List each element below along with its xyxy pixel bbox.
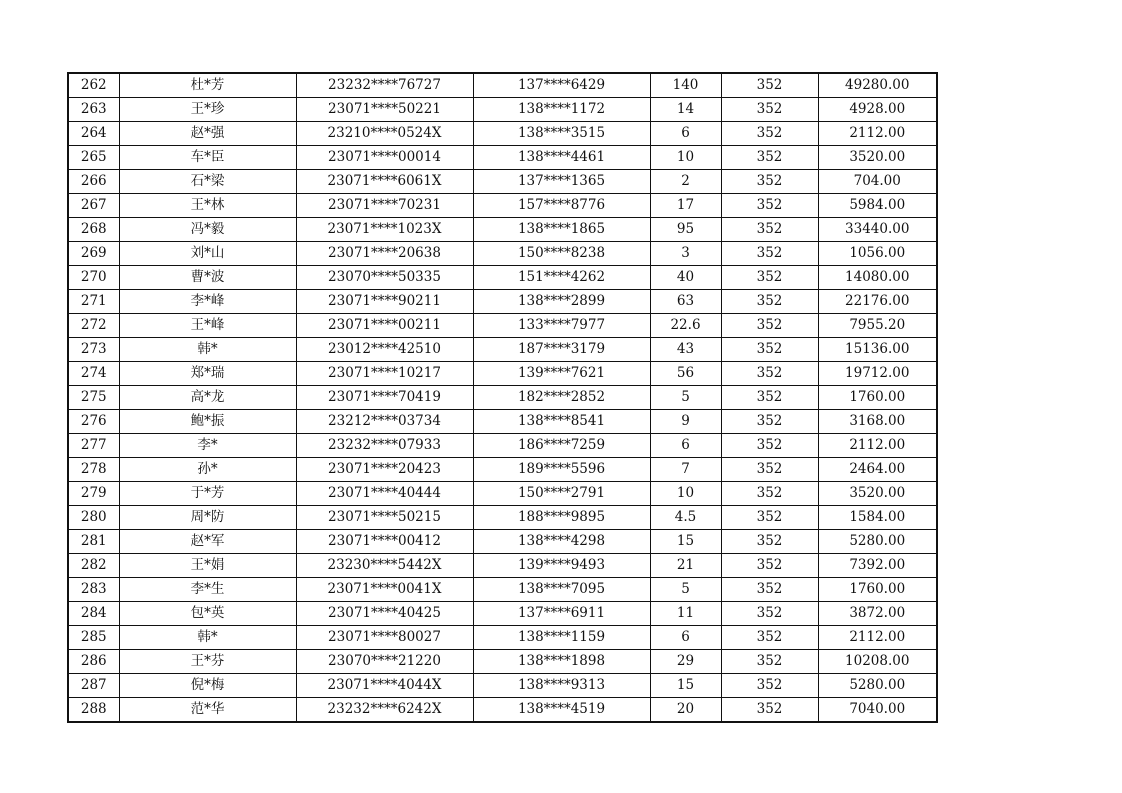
unit-price-cell: 352: [721, 650, 818, 674]
table-row: [68, 218, 937, 242]
id-number-cell: 23232****76727: [296, 73, 473, 98]
name-cell: 王*林: [119, 194, 296, 218]
quantity-cell: 20: [650, 698, 721, 723]
amount-cell: 1056.00: [818, 242, 937, 266]
name-cell: 高*龙: [119, 386, 296, 410]
name-cell: 石*梁: [119, 170, 296, 194]
unit-price-cell: 352: [721, 506, 818, 530]
row-number-cell: 263: [68, 98, 119, 122]
table-row: [68, 698, 937, 723]
quantity-cell: 95: [650, 218, 721, 242]
amount-cell: 1760.00: [818, 386, 937, 410]
unit-price-cell: 352: [721, 146, 818, 170]
table-row: [68, 290, 937, 314]
quantity-cell: 5: [650, 578, 721, 602]
amount-cell: 49280.00: [818, 73, 937, 98]
phone-cell: 138****1172: [473, 98, 650, 122]
row-number-cell: 266: [68, 170, 119, 194]
row-number-cell: 285: [68, 626, 119, 650]
name-cell: 鲍*振: [119, 410, 296, 434]
amount-cell: 2464.00: [818, 458, 937, 482]
name-cell: 冯*毅: [119, 218, 296, 242]
amount-cell: 7955.20: [818, 314, 937, 338]
quantity-cell: 10: [650, 482, 721, 506]
row-number-cell: 281: [68, 530, 119, 554]
unit-price-cell: 352: [721, 218, 818, 242]
row-number-cell: 286: [68, 650, 119, 674]
table-row: [68, 434, 937, 458]
name-cell: 杜*芳: [119, 73, 296, 98]
table-row: [68, 530, 937, 554]
amount-cell: 4928.00: [818, 98, 937, 122]
row-number-cell: 274: [68, 362, 119, 386]
row-number-cell: 272: [68, 314, 119, 338]
phone-cell: 138****4461: [473, 146, 650, 170]
phone-cell: 138****2899: [473, 290, 650, 314]
row-number-cell: 282: [68, 554, 119, 578]
id-number-cell: 23071****00014: [296, 146, 473, 170]
table-body: [68, 73, 937, 722]
phone-cell: 138****7095: [473, 578, 650, 602]
table-row: [68, 674, 937, 698]
unit-price-cell: 352: [721, 122, 818, 146]
quantity-cell: 6: [650, 434, 721, 458]
table-row: [68, 146, 937, 170]
id-number-cell: 23210****0524X: [296, 122, 473, 146]
row-number-cell: 276: [68, 410, 119, 434]
phone-cell: 138****8541: [473, 410, 650, 434]
unit-price-cell: 352: [721, 578, 818, 602]
id-number-cell: 23232****07933: [296, 434, 473, 458]
name-cell: 刘*山: [119, 242, 296, 266]
name-cell: 王*芬: [119, 650, 296, 674]
id-number-cell: 23071****70419: [296, 386, 473, 410]
phone-cell: 187****3179: [473, 338, 650, 362]
quantity-cell: 7: [650, 458, 721, 482]
name-cell: 韩*: [119, 338, 296, 362]
table-row: [68, 266, 937, 290]
phone-cell: 151****4262: [473, 266, 650, 290]
table-row: [68, 194, 937, 218]
id-number-cell: 23071****6061X: [296, 170, 473, 194]
amount-cell: 704.00: [818, 170, 937, 194]
name-cell: 王*娟: [119, 554, 296, 578]
quantity-cell: 140: [650, 73, 721, 98]
id-number-cell: 23071****90211: [296, 290, 473, 314]
quantity-cell: 56: [650, 362, 721, 386]
name-cell: 韩*: [119, 626, 296, 650]
table-row: [68, 338, 937, 362]
quantity-cell: 14: [650, 98, 721, 122]
table-row: [68, 650, 937, 674]
id-number-cell: 23071****50221: [296, 98, 473, 122]
row-number-cell: 265: [68, 146, 119, 170]
amount-cell: 3520.00: [818, 482, 937, 506]
phone-cell: 150****2791: [473, 482, 650, 506]
data-table: [67, 72, 938, 723]
id-number-cell: 23070****50335: [296, 266, 473, 290]
amount-cell: 10208.00: [818, 650, 937, 674]
id-number-cell: 23071****40425: [296, 602, 473, 626]
unit-price-cell: 352: [721, 314, 818, 338]
table-row: [68, 73, 937, 98]
unit-price-cell: 352: [721, 674, 818, 698]
quantity-cell: 43: [650, 338, 721, 362]
quantity-cell: 21: [650, 554, 721, 578]
name-cell: 孙*: [119, 458, 296, 482]
id-number-cell: 23071****40444: [296, 482, 473, 506]
name-cell: 曹*波: [119, 266, 296, 290]
phone-cell: 133****7977: [473, 314, 650, 338]
row-number-cell: 283: [68, 578, 119, 602]
quantity-cell: 63: [650, 290, 721, 314]
quantity-cell: 10: [650, 146, 721, 170]
table-row: [68, 170, 937, 194]
row-number-cell: 284: [68, 602, 119, 626]
unit-price-cell: 352: [721, 194, 818, 218]
phone-cell: 138****1159: [473, 626, 650, 650]
phone-cell: 137****1365: [473, 170, 650, 194]
phone-cell: 186****7259: [473, 434, 650, 458]
unit-price-cell: 352: [721, 410, 818, 434]
row-number-cell: 287: [68, 674, 119, 698]
amount-cell: 5280.00: [818, 674, 937, 698]
table-row: [68, 410, 937, 434]
id-number-cell: 23212****03734: [296, 410, 473, 434]
unit-price-cell: 352: [721, 386, 818, 410]
phone-cell: 182****2852: [473, 386, 650, 410]
name-cell: 李*生: [119, 578, 296, 602]
id-number-cell: 23070****21220: [296, 650, 473, 674]
phone-cell: 138****4519: [473, 698, 650, 723]
unit-price-cell: 352: [721, 626, 818, 650]
row-number-cell: 268: [68, 218, 119, 242]
amount-cell: 1584.00: [818, 506, 937, 530]
unit-price-cell: 352: [721, 698, 818, 723]
row-number-cell: 279: [68, 482, 119, 506]
amount-cell: 2112.00: [818, 122, 937, 146]
row-number-cell: 275: [68, 386, 119, 410]
quantity-cell: 29: [650, 650, 721, 674]
table-row: [68, 458, 937, 482]
phone-cell: 138****9313: [473, 674, 650, 698]
phone-cell: 150****8238: [473, 242, 650, 266]
unit-price-cell: 352: [721, 530, 818, 554]
table-row: [68, 506, 937, 530]
name-cell: 赵*强: [119, 122, 296, 146]
row-number-cell: 278: [68, 458, 119, 482]
phone-cell: 138****3515: [473, 122, 650, 146]
unit-price-cell: 352: [721, 434, 818, 458]
name-cell: 于*芳: [119, 482, 296, 506]
quantity-cell: 4.5: [650, 506, 721, 530]
row-number-cell: 264: [68, 122, 119, 146]
name-cell: 王*珍: [119, 98, 296, 122]
amount-cell: 2112.00: [818, 434, 937, 458]
unit-price-cell: 352: [721, 554, 818, 578]
unit-price-cell: 352: [721, 362, 818, 386]
quantity-cell: 17: [650, 194, 721, 218]
id-number-cell: 23071****00211: [296, 314, 473, 338]
unit-price-cell: 352: [721, 98, 818, 122]
amount-cell: 1760.00: [818, 578, 937, 602]
id-number-cell: 23230****5442X: [296, 554, 473, 578]
row-number-cell: 270: [68, 266, 119, 290]
name-cell: 李*: [119, 434, 296, 458]
unit-price-cell: 352: [721, 170, 818, 194]
row-number-cell: 269: [68, 242, 119, 266]
quantity-cell: 22.6: [650, 314, 721, 338]
name-cell: 李*峰: [119, 290, 296, 314]
row-number-cell: 288: [68, 698, 119, 723]
id-number-cell: 23071****0041X: [296, 578, 473, 602]
phone-cell: 139****7621: [473, 362, 650, 386]
amount-cell: 3872.00: [818, 602, 937, 626]
name-cell: 赵*军: [119, 530, 296, 554]
table-row: [68, 98, 937, 122]
quantity-cell: 6: [650, 122, 721, 146]
amount-cell: 15136.00: [818, 338, 937, 362]
id-number-cell: 23071****80027: [296, 626, 473, 650]
unit-price-cell: 352: [721, 242, 818, 266]
quantity-cell: 9: [650, 410, 721, 434]
id-number-cell: 23071****00412: [296, 530, 473, 554]
name-cell: 车*臣: [119, 146, 296, 170]
phone-cell: 189****5596: [473, 458, 650, 482]
row-number-cell: 271: [68, 290, 119, 314]
unit-price-cell: 352: [721, 458, 818, 482]
unit-price-cell: 352: [721, 482, 818, 506]
id-number-cell: 23071****20423: [296, 458, 473, 482]
table-row: [68, 602, 937, 626]
row-number-cell: 277: [68, 434, 119, 458]
quantity-cell: 5: [650, 386, 721, 410]
table-row: [68, 362, 937, 386]
table-row: [68, 122, 937, 146]
phone-cell: 138****4298: [473, 530, 650, 554]
quantity-cell: 40: [650, 266, 721, 290]
unit-price-cell: 352: [721, 602, 818, 626]
id-number-cell: 23071****10217: [296, 362, 473, 386]
id-number-cell: 23071****1023X: [296, 218, 473, 242]
amount-cell: 14080.00: [818, 266, 937, 290]
table-row: [68, 242, 937, 266]
row-number-cell: 280: [68, 506, 119, 530]
row-number-cell: 273: [68, 338, 119, 362]
name-cell: 郑*瑞: [119, 362, 296, 386]
id-number-cell: 23232****6242X: [296, 698, 473, 723]
table-row: [68, 386, 937, 410]
amount-cell: 2112.00: [818, 626, 937, 650]
table-row: [68, 626, 937, 650]
phone-cell: 138****1865: [473, 218, 650, 242]
name-cell: 包*英: [119, 602, 296, 626]
quantity-cell: 11: [650, 602, 721, 626]
name-cell: 范*华: [119, 698, 296, 723]
amount-cell: 3168.00: [818, 410, 937, 434]
phone-cell: 139****9493: [473, 554, 650, 578]
unit-price-cell: 352: [721, 266, 818, 290]
table-row: [68, 578, 937, 602]
id-number-cell: 23071****70231: [296, 194, 473, 218]
amount-cell: 7392.00: [818, 554, 937, 578]
amount-cell: 22176.00: [818, 290, 937, 314]
quantity-cell: 15: [650, 530, 721, 554]
id-number-cell: 23071****50215: [296, 506, 473, 530]
phone-cell: 137****6429: [473, 73, 650, 98]
amount-cell: 19712.00: [818, 362, 937, 386]
name-cell: 王*峰: [119, 314, 296, 338]
id-number-cell: 23071****20638: [296, 242, 473, 266]
unit-price-cell: 352: [721, 338, 818, 362]
quantity-cell: 2: [650, 170, 721, 194]
quantity-cell: 15: [650, 674, 721, 698]
quantity-cell: 6: [650, 626, 721, 650]
phone-cell: 157****8776: [473, 194, 650, 218]
quantity-cell: 3: [650, 242, 721, 266]
amount-cell: 3520.00: [818, 146, 937, 170]
amount-cell: 5984.00: [818, 194, 937, 218]
row-number-cell: 267: [68, 194, 119, 218]
phone-cell: 188****9895: [473, 506, 650, 530]
phone-cell: 138****1898: [473, 650, 650, 674]
table-row: [68, 482, 937, 506]
unit-price-cell: 352: [721, 73, 818, 98]
id-number-cell: 23012****42510: [296, 338, 473, 362]
row-number-cell: 262: [68, 73, 119, 98]
table-row: [68, 554, 937, 578]
name-cell: 倪*梅: [119, 674, 296, 698]
phone-cell: 137****6911: [473, 602, 650, 626]
amount-cell: 5280.00: [818, 530, 937, 554]
name-cell: 周*防: [119, 506, 296, 530]
amount-cell: 33440.00: [818, 218, 937, 242]
id-number-cell: 23071****4044X: [296, 674, 473, 698]
table-row: [68, 314, 937, 338]
amount-cell: 7040.00: [818, 698, 937, 723]
unit-price-cell: 352: [721, 290, 818, 314]
